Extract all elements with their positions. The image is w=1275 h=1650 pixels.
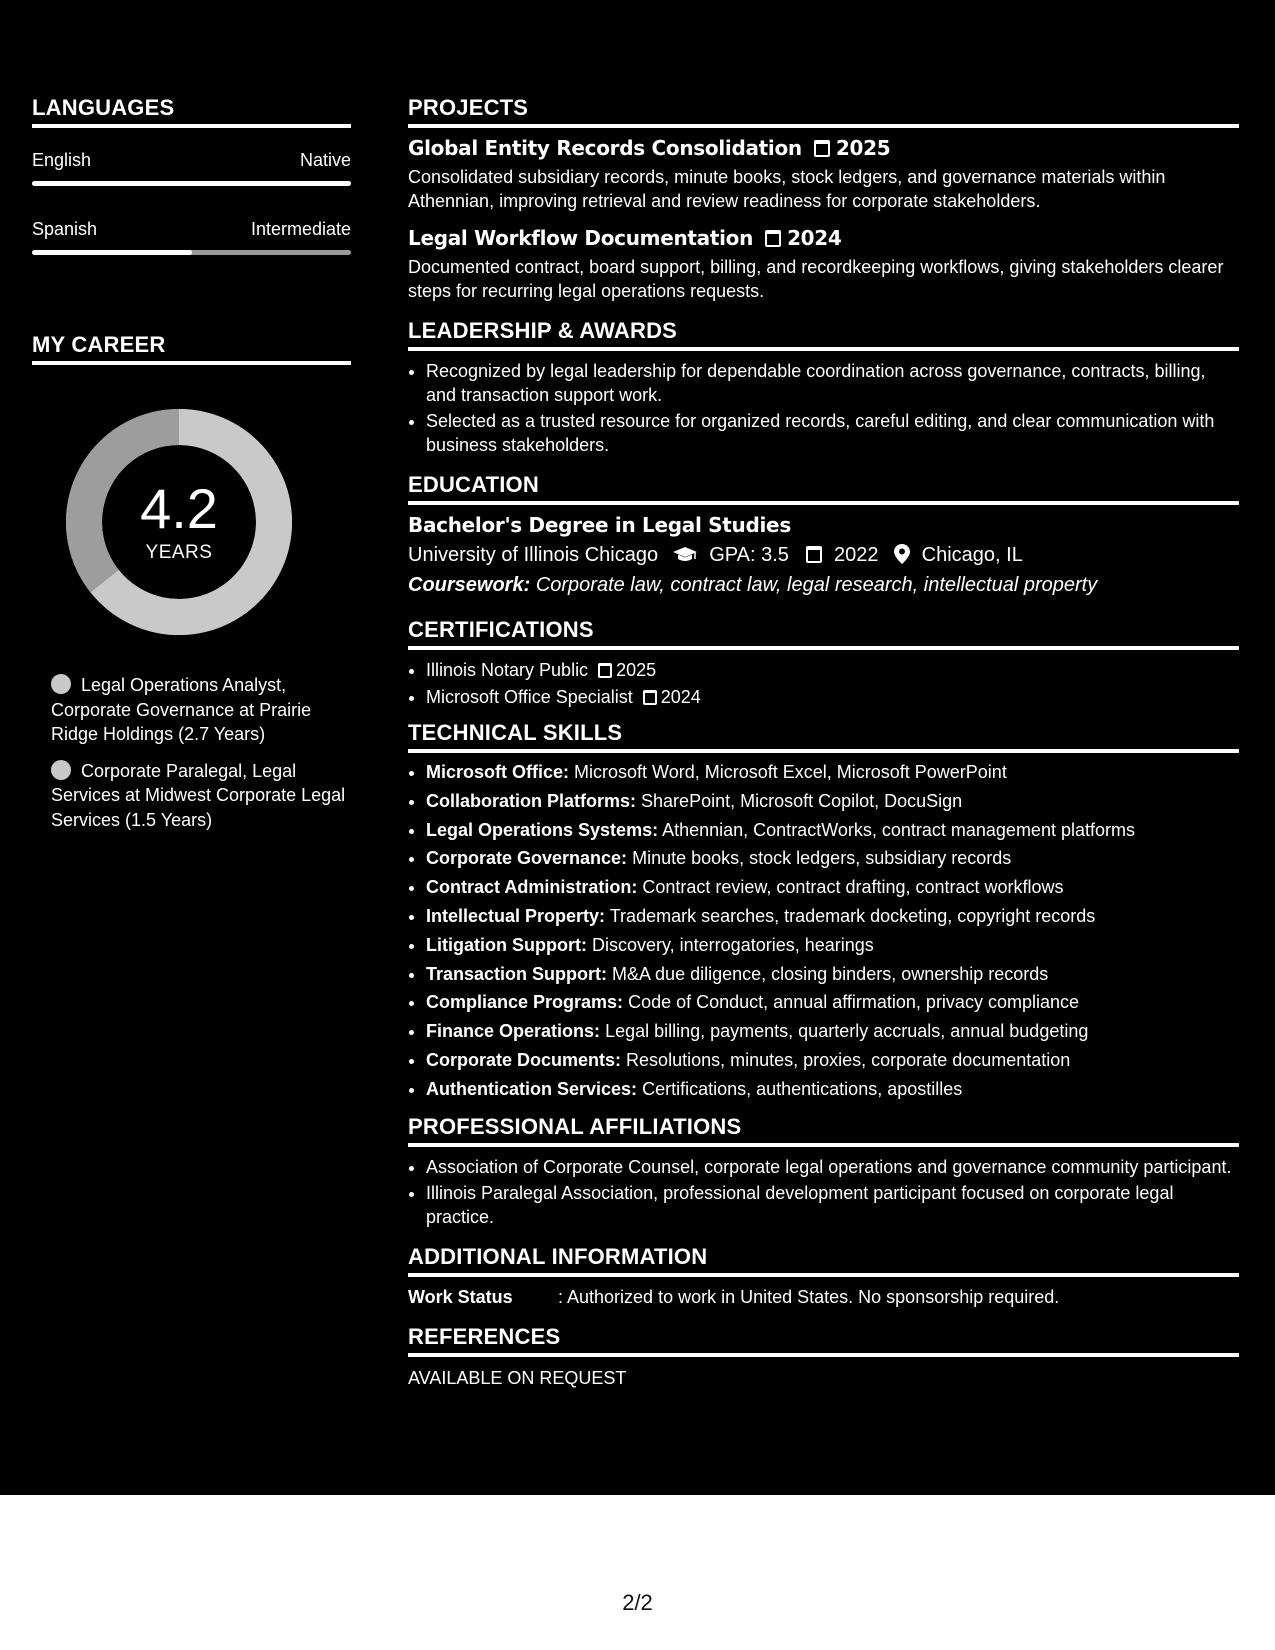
language-row xyxy=(32,219,351,240)
list-item: • Association of Corporate Counsel, corporate legal operations and governance community participant. xyxy=(426,1155,1239,1179)
section-title: REFERENCES xyxy=(408,1323,561,1349)
skill-item xyxy=(426,961,1239,988)
certification-year: 2025 xyxy=(616,660,657,680)
career-list xyxy=(32,673,351,832)
skill-category: Authentication Services: xyxy=(426,1078,638,1099)
references-text: AVAILABLE ON REQUEST xyxy=(408,1367,627,1388)
skill-values: Code of Conduct, annual affirmation, privacy compliance xyxy=(628,992,1079,1013)
career-item xyxy=(51,759,351,833)
section-rule xyxy=(408,646,1239,650)
skill-category: Corporate Documents: xyxy=(426,1049,622,1070)
calendar-icon xyxy=(806,546,822,563)
certification-name: Illinois Notary Public xyxy=(426,660,589,680)
list-item: • Selected as a trusted resource for organized records, careful editing, and clear communication with business stakeholders. xyxy=(426,409,1239,457)
additional-info-section xyxy=(408,1243,1239,1309)
location-pin-icon xyxy=(894,544,910,564)
calendar-icon xyxy=(814,140,830,157)
section-title: PROJECTS xyxy=(408,95,529,120)
certifications-list xyxy=(408,658,1239,709)
project-title-row xyxy=(408,225,1239,251)
education-section xyxy=(408,471,1239,599)
section-rule xyxy=(32,361,351,365)
affiliations-section xyxy=(408,1113,1239,1229)
project-year: 2024 xyxy=(787,226,842,250)
right-column xyxy=(408,94,1239,1390)
certification-year: 2024 xyxy=(660,687,701,707)
section-title: MY CAREER xyxy=(32,332,166,357)
career-dot-icon xyxy=(51,760,71,780)
info-value: : Authorized to work in United States. No sponsorship required. xyxy=(558,1286,1060,1307)
language-level: Native xyxy=(299,150,351,170)
list-item xyxy=(426,685,1239,709)
career-total-years: 4.2 xyxy=(140,477,218,540)
certification-name: Microsoft Office Specialist xyxy=(426,687,633,707)
skill-values: SharePoint, Microsoft Copilot, DocuSign xyxy=(641,790,963,811)
project-name: Legal Workflow Documentation xyxy=(408,226,754,250)
section-rule xyxy=(408,124,1239,128)
skill-item xyxy=(426,1047,1239,1074)
page-footer xyxy=(0,1495,1275,1650)
section-rule xyxy=(32,124,351,128)
skill-category: Legal Operations Systems: xyxy=(426,819,659,840)
language-level: Intermediate xyxy=(250,219,351,239)
left-column xyxy=(32,94,351,844)
skill-item xyxy=(426,1018,1239,1045)
skill-values: Contract review, contract drafting, contract workflows xyxy=(642,877,1064,898)
section-rule xyxy=(408,347,1239,351)
skill-category: Intellectual Property: xyxy=(426,905,606,926)
skill-item xyxy=(426,932,1239,959)
career-dot-icon xyxy=(51,674,71,694)
certifications-section xyxy=(408,616,1239,709)
info-row xyxy=(408,1285,1239,1309)
calendar-icon xyxy=(643,690,657,705)
list-item xyxy=(426,658,1239,682)
skill-category: Finance Operations: xyxy=(426,1021,601,1042)
section-title: LANGUAGES xyxy=(32,95,175,120)
skill-values: Certifications, authentications, apostilles xyxy=(642,1078,963,1099)
section-title: LEADERSHIP & AWARDS xyxy=(408,318,678,343)
education-gpa: GPA: 3.5 xyxy=(709,544,789,566)
education-school: University of Illinois Chicago xyxy=(408,544,659,566)
education-coursework xyxy=(408,571,1239,599)
skills-list xyxy=(408,759,1239,1103)
education-year: 2022 xyxy=(834,544,879,566)
career-item xyxy=(51,673,351,747)
project-name: Global Entity Records Consolidation xyxy=(408,136,802,160)
project-description: Documented contract, board support, billing, and recordkeeping workflows, giving stakeholders clearer steps for recurring legal operations requests. xyxy=(408,257,1224,301)
languages-section xyxy=(32,94,351,255)
section-title: TECHNICAL SKILLS xyxy=(408,720,623,745)
skill-category: Transaction Support: xyxy=(426,963,608,984)
language-bar xyxy=(32,250,351,255)
skill-category: Microsoft Office: xyxy=(426,762,570,782)
calendar-icon xyxy=(598,663,612,678)
project-title-row xyxy=(408,135,1239,161)
coursework-text: Corporate law, contract law, legal research, intellectual property xyxy=(535,574,1098,596)
project-item xyxy=(408,225,1239,303)
info-key: Work Status xyxy=(408,1286,513,1307)
education-degree: Bachelor's Degree in Legal Studies xyxy=(408,513,791,537)
skill-item xyxy=(426,759,1239,786)
references-section xyxy=(408,1323,1239,1390)
language-row xyxy=(32,150,351,171)
skill-item xyxy=(426,903,1239,930)
language-bar-fill xyxy=(32,250,192,255)
education-location: Chicago, IL xyxy=(921,544,1023,566)
section-title: EDUCATION xyxy=(408,472,539,497)
list-item: • Recognized by legal leadership for dependable coordination across governance, contracts, billing, and transaction support work. xyxy=(426,359,1239,407)
graduation-cap-icon xyxy=(672,546,698,564)
calendar-icon xyxy=(765,230,781,247)
donut-label xyxy=(66,409,292,635)
skill-category: Contract Administration: xyxy=(426,877,638,898)
language-bar-fill xyxy=(32,181,351,186)
list-item: • Illinois Paralegal Association, professional development participant focused on corporate legal practice. xyxy=(426,1181,1239,1229)
skill-category: Litigation Support: xyxy=(426,934,587,955)
skill-item xyxy=(426,1076,1239,1103)
skill-item xyxy=(426,788,1239,815)
section-rule xyxy=(408,1273,1239,1277)
section-title: ADDITIONAL INFORMATION xyxy=(408,1243,708,1269)
career-section xyxy=(32,331,351,832)
language-name: English xyxy=(32,150,92,170)
skills-section xyxy=(408,719,1239,1103)
skill-values: Athennian, ContractWorks, contract management platforms xyxy=(662,819,1135,840)
skill-values: Trademark searches, trademark docketing, copyright records xyxy=(609,905,1096,926)
skill-item xyxy=(426,989,1239,1016)
skill-values: M&A due diligence, closing binders, ownership records xyxy=(612,963,1049,984)
skill-values: Resolutions, minutes, proxies, corporate documentation xyxy=(626,1049,1071,1070)
project-year: 2025 xyxy=(835,136,891,160)
page-number: 2/2 xyxy=(622,1590,653,1615)
skill-item xyxy=(426,817,1239,844)
section-rule xyxy=(408,501,1239,505)
education-meta xyxy=(408,541,1239,569)
language-bar xyxy=(32,181,351,186)
affiliations-list xyxy=(408,1155,1239,1229)
section-rule xyxy=(408,1143,1239,1147)
section-rule xyxy=(408,749,1239,753)
language-name: Spanish xyxy=(32,219,98,239)
skill-category: Corporate Governance: xyxy=(426,848,628,869)
skill-values: Discovery, interrogatories, hearings xyxy=(591,934,874,955)
skill-item xyxy=(426,874,1239,901)
skill-category: Collaboration Platforms: xyxy=(426,790,637,811)
skill-values: Microsoft Word, Microsoft Excel, Microsoft PowerPoint xyxy=(574,762,1007,782)
project-description: Consolidated subsidiary records, minute books, stock ledgers, and governance materials within Athennian, improving retrieval and review readiness for corporate stakeholders. xyxy=(408,167,1166,211)
skill-values: Minute books, stock ledgers, subsidiary records xyxy=(632,848,1012,869)
skill-values: Legal billing, payments, quarterly accruals, annual budgeting xyxy=(605,1021,1089,1042)
leadership-section xyxy=(408,317,1239,457)
project-item xyxy=(408,135,1239,213)
career-years-unit: YEARS xyxy=(145,542,213,563)
section-rule xyxy=(408,1353,1239,1357)
skill-item xyxy=(426,845,1239,872)
career-donut-chart xyxy=(66,409,292,635)
section-title: PROFESSIONAL AFFILIATIONS xyxy=(408,1113,742,1139)
section-title: CERTIFICATIONS xyxy=(408,617,594,642)
career-item-text: Corporate Paralegal, Legal Services at Midwest Corporate Legal Services (1.5 Years) xyxy=(51,760,346,830)
coursework-label: Coursework: xyxy=(408,574,531,596)
skill-category: Compliance Programs: xyxy=(426,992,624,1013)
projects-section xyxy=(408,94,1239,303)
leadership-list xyxy=(408,359,1239,457)
career-item-text: Legal Operations Analyst, Corporate Governance at Prairie Ridge Holdings (2.7 Years) xyxy=(51,675,312,744)
